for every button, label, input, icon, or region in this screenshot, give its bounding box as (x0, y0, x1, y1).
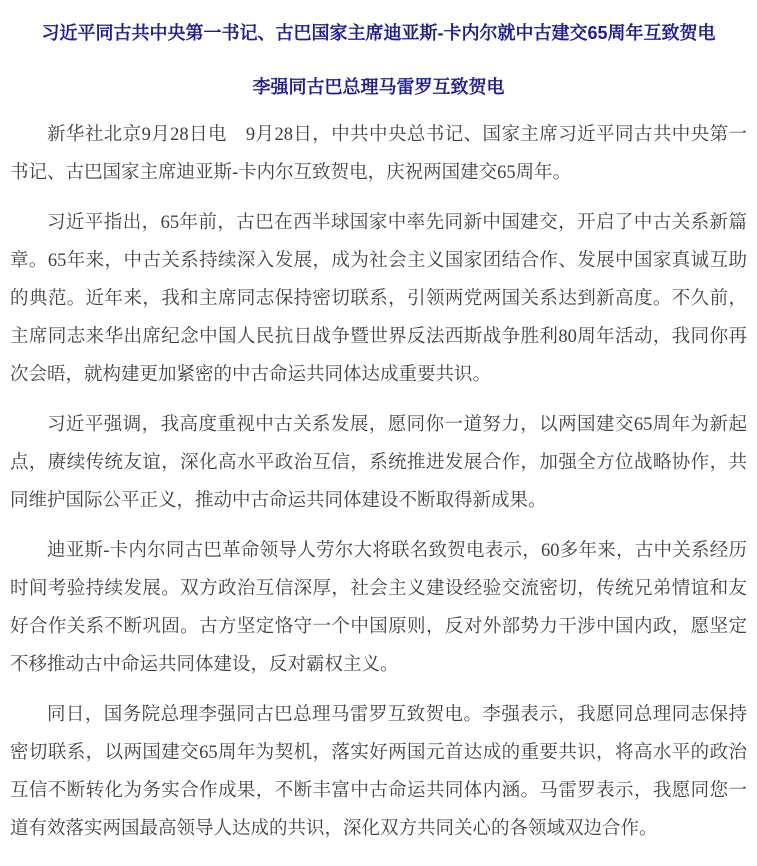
article-title: 习近平同古共中央第一书记、古巴国家主席迪亚斯-卡内尔就中古建交65周年互致贺电 (41, 23, 716, 43)
article-body (10, 116, 747, 848)
article-paragraph: 迪亚斯-卡内尔同古巴革命领导人劳尔大将联名致贺电表示，60多年来，古中关系经历时间考验持续发展。双方政治互信深厚，社会主义建设经验交流密切，传统兄弟情谊和友好合作关系不断巩固。古方坚定恪守一个中国原则，反对外部势力干涉中国内政，愿坚定不移推动古中命运共同体建设，反对霸权主义。 (10, 541, 747, 675)
article-paragraph: 新华社北京9月28日电 9月28日，中共中央总书记、国家主席习近平同古共中央第一书记、古巴国家主席迪亚斯-卡内尔互致贺电，庆祝两国建交65周年。 (10, 125, 747, 183)
article-paragraph: 习近平强调，我高度重视中古关系发展，愿同你一道努力，以两国建交65周年为新起点，赓续传统友谊，深化高水平政治互信，系统推进发展合作，加强全方位战略协作，共同维护国际公平正义，推动中古命运共同体建设不断取得新成果。 (10, 415, 747, 511)
article-subtitle: 李强同古巴总理马雷罗互致贺电 (252, 77, 505, 97)
article-paragraph: 习近平指出，65年前，古巴在西半球国家中率先同新中国建交，开启了中古关系新篇章。65年来，中古关系持续深入发展，成为社会主义国家团结合作、发展中国家真诚互助的典范。近年来，我和主席同志保持密切联系，引领两党两国关系达到新高度。不久前，主席同志来华出席纪念中国人民抗日战争暨世界反法西斯战争胜利80周年活动，我同你再次会晤，就构建更加紧密的中古命运共同体达成重要共识。 (10, 213, 747, 385)
article-paragraph: 同日，国务院总理李强同古巴总理马雷罗互致贺电。李强表示，我愿同总理同志保持密切联系，以两国建交65周年为契机，落实好两国元首达成的重要共识，将高水平的政治互信不断转化为务实合作成果，不断丰富中古命运共同体内涵。马雷罗表示，我愿同您一道有效落实两国最高领导人达成的共识，深化双方共同关心的各领域双边合作。 (10, 705, 747, 839)
